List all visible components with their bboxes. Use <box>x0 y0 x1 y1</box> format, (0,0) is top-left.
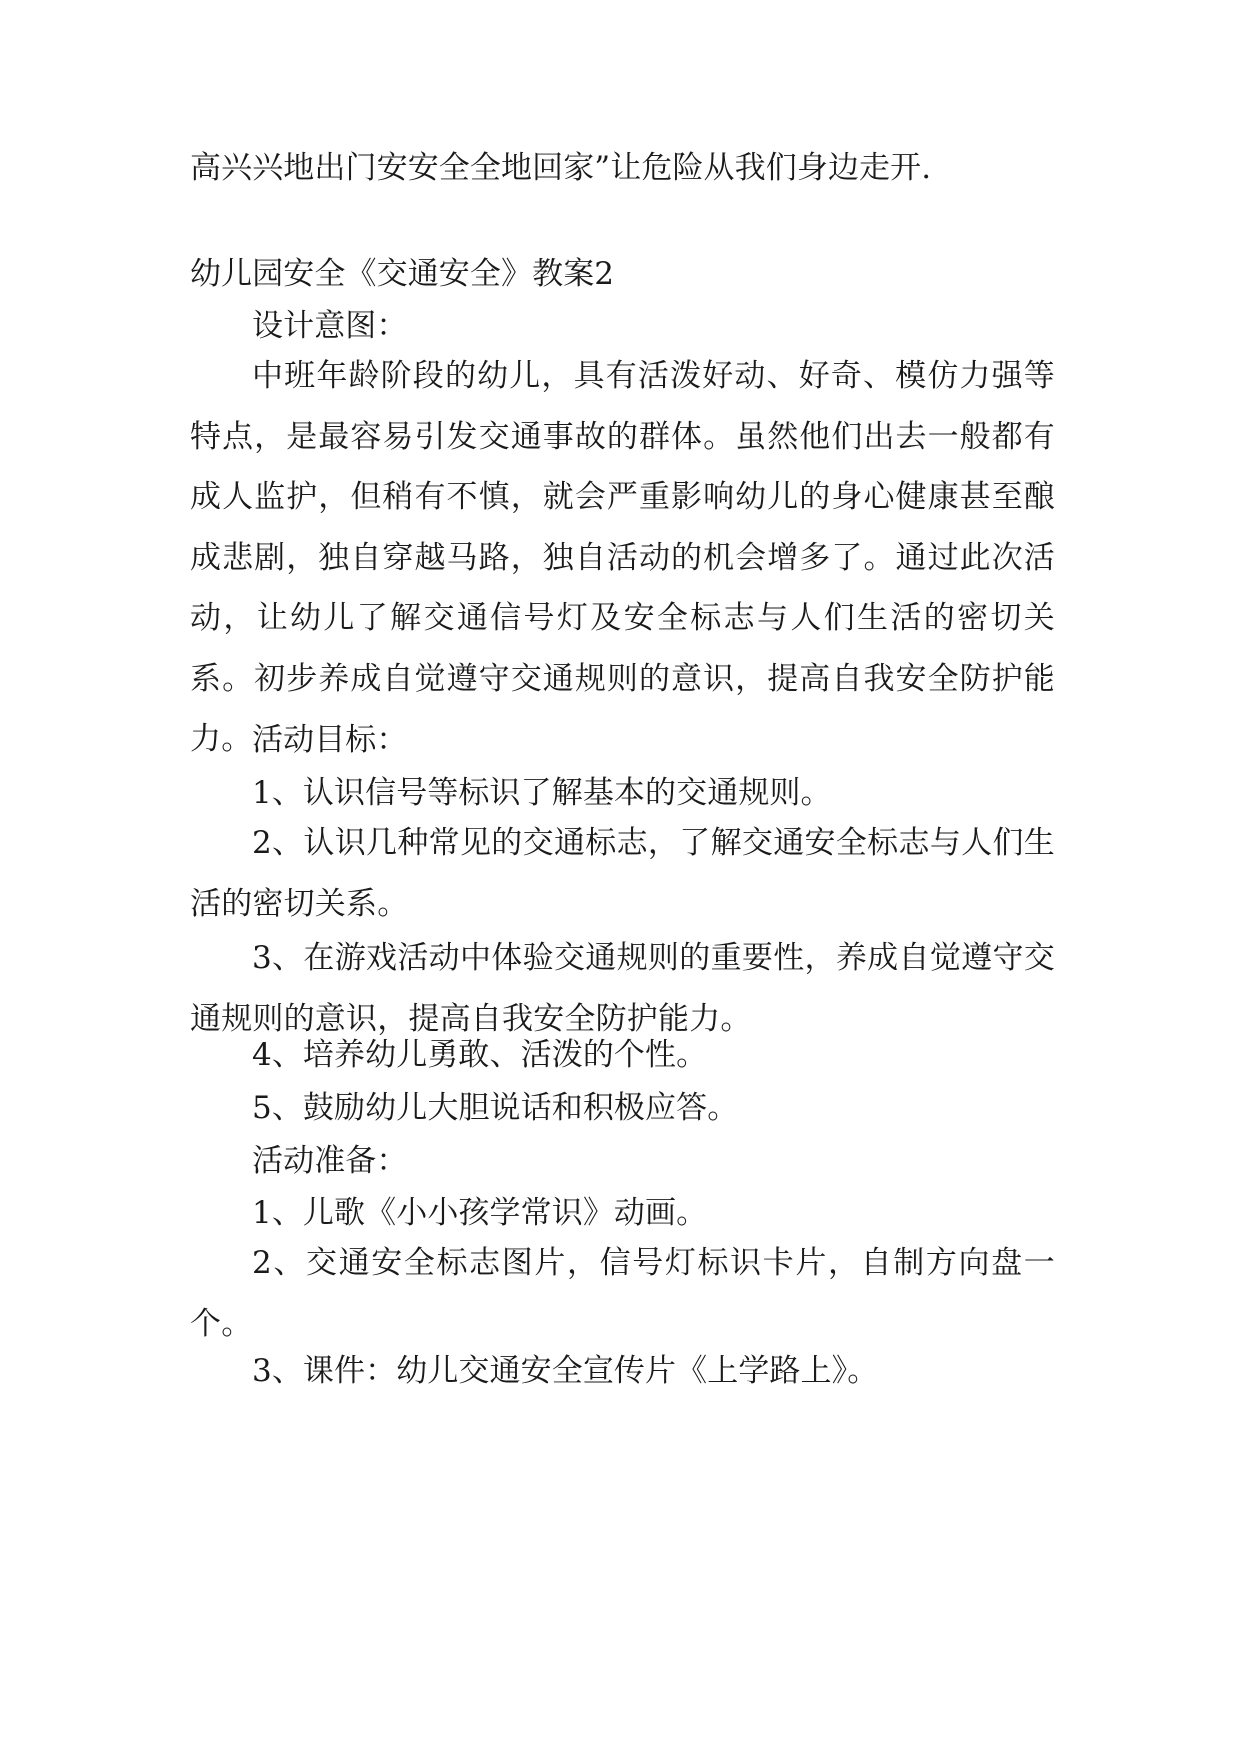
goal-item-2: 2、认识几种常见的交通标志，了解交通安全标志与人们生活的密切关系。 <box>190 825 1055 922</box>
goal-item-5: 5、鼓励幼儿大胆说话和积极应答。 <box>252 1090 739 1126</box>
design-intent-heading: 设计意图： <box>252 308 408 344</box>
closing-line: 高兴兴地出门安安全全地回家”让危险从我们身边走开. <box>190 150 932 186</box>
activity-prep-heading: 活动准备： <box>252 1143 408 1179</box>
design-intent-paragraph: 中班年龄阶段的幼儿，具有活泼好动、好奇、模仿力强等特点，是最容易引发交通事故的群体。虽然他们出去一般都有成人监护，但稍有不慎，就会严重影响幼儿的身心健康甚至酿成悲剧，独自穿越马路，独自活动的机会增多了。通过此次活动，让幼儿了解交通信号灯及安全标志与人们生活的密切关系。初步养成自觉遵守交通规则的意识，提高自我安全防护能力。 <box>190 358 1055 757</box>
goal-item-3: 3、在游戏活动中体验交通规则的重要性，养成自觉遵守交通规则的意识，提高自我安全防护能力。 <box>190 940 1055 1037</box>
activity-goals-heading: 活动目标： <box>252 722 408 758</box>
goal-item-1: 1、认识信号等标识了解基本的交通规则。 <box>252 775 832 811</box>
prep-item-3: 3、课件：幼儿交通安全宣传片《上学路上》。 <box>252 1353 879 1389</box>
goal-item-4: 4、培养幼儿勇敢、活泼的个性。 <box>252 1037 708 1073</box>
document-title: 幼儿园安全《交通安全》教案2 <box>190 256 615 292</box>
prep-item-2: 2、交通安全标志图片，信号灯标识卡片，自制方向盘一个。 <box>190 1245 1055 1342</box>
prep-item-1: 1、儿歌《小小孩学常识》动画。 <box>252 1195 708 1231</box>
